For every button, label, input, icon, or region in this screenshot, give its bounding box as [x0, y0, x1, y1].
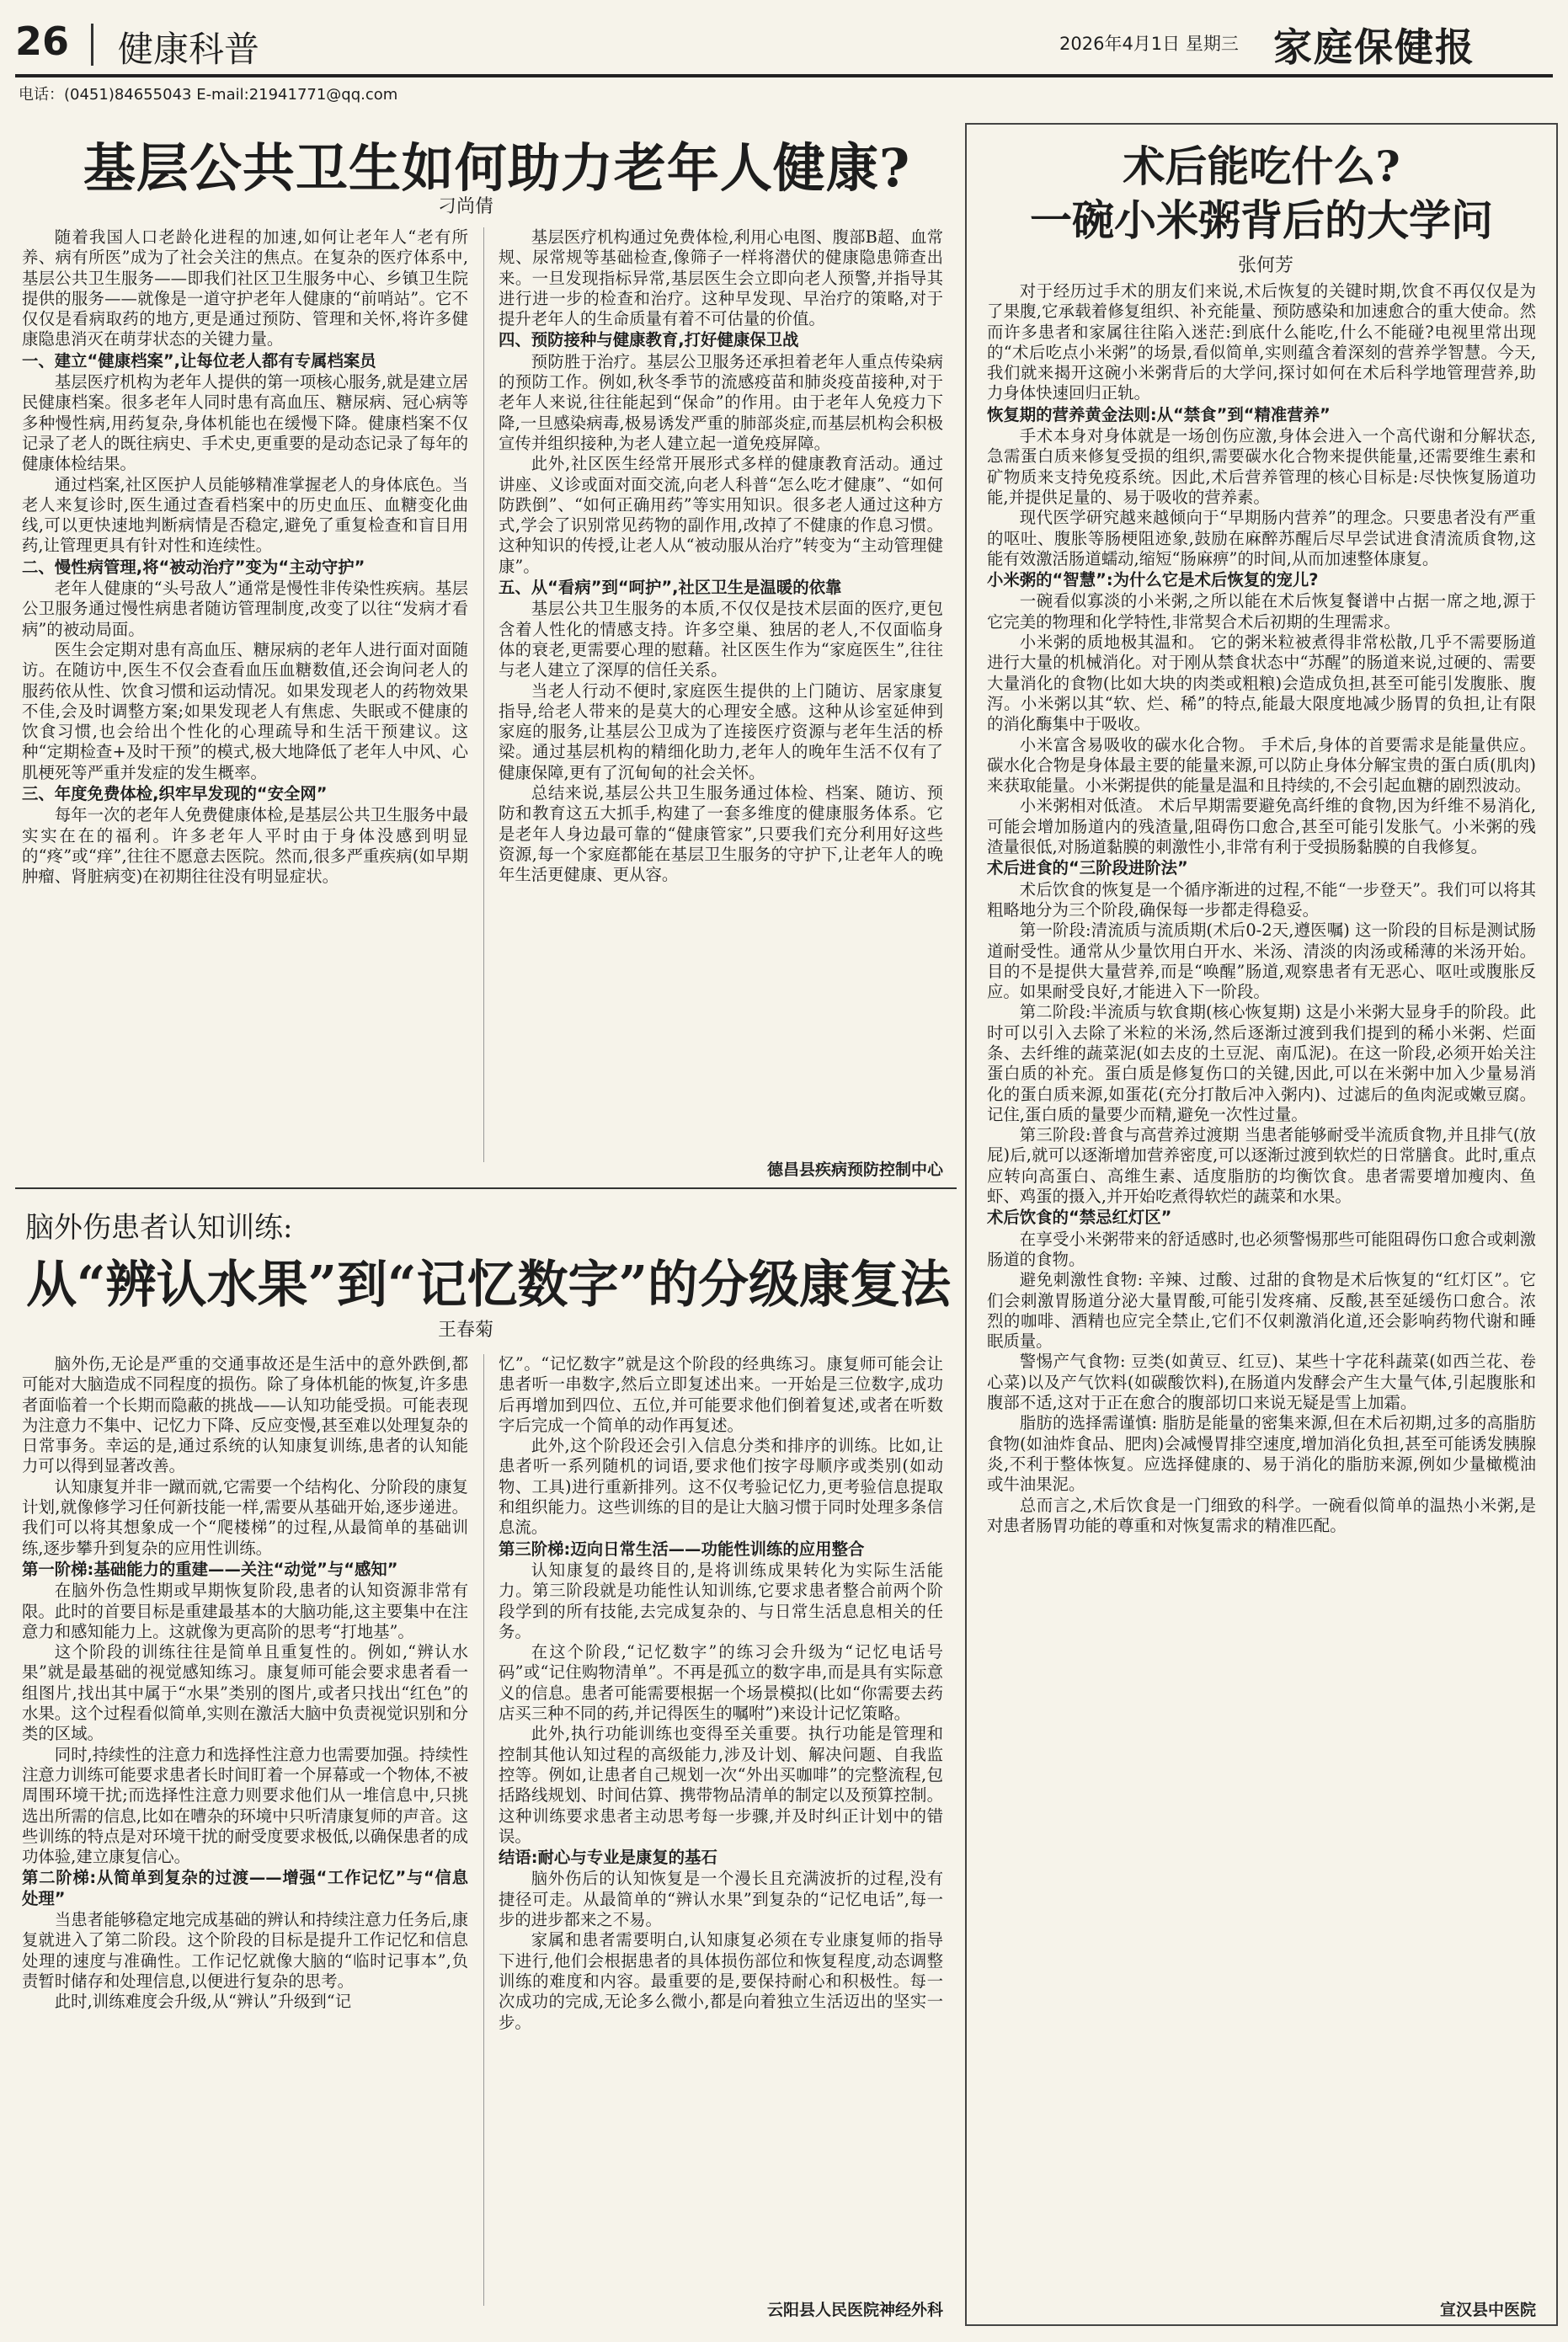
paragraph: 同时,持续性的注意力和选择性注意力也需要加强。持续性注意力训练可能要求患者长时间盯着一个屏幕或一个物体,不被周围环境干扰;而选择性注意力则要求他们从一堆信息中,只挑选出所需的信息,比如在嘈杂的环境中只听清康复师的声音。这些训练的特点是对环境干扰的耐受度要求极低,以确保患者的成功体验,建立康复信心。	[22, 1744, 468, 1867]
paragraph: 现代医学研究越来越倾向于“早期肠内营养”的理念。只要患者没有严重的呕吐、腹胀等肠梗阻迹象,鼓励在麻醉苏醒后尽早尝试进食清流质食物,这能有效激活肠道蠕动,缩短“肠麻痹”的时间,从而加速整体康复。	[987, 508, 1536, 568]
article1-column-1	[22, 227, 468, 888]
masthead-rule	[15, 74, 1553, 77]
paragraph: 这个阶段的训练往往是简单且重复性的。例如,“辨认水果”就是最基础的视觉感知练习。康复师可能会要求患者看一组图片,找出其中属于“水果”类别的图片,或者只找出“红色”的水果。这个过程看似简单,实则在激活大脑中负责视觉识别和分类的区域。	[22, 1642, 468, 1744]
contact-line: 电话：(0451)84655043 E-mail:21941771@qq.com	[19, 86, 398, 104]
paragraph: 基层公共卫生服务的本质,不仅仅是技术层面的医疗,更包含着人性化的情感支持。许多空巢、独居的老人,不仅面临身体的衰老,更需要心理的慰藉。社区医生作为“家庭医生”,往往与老人建立了深厚的信任关系。	[499, 599, 943, 680]
paragraph: 脂肪的选择需谨慎: 脂肪是能量的密集来源,但在术后初期,过多的高脂肪食物(如油炸食品、肥肉)会减慢胃排空速度,增加消化负担,甚至可能诱发胰腺炎,不利于整体恢复。应选择健康的、易于消化的脂肪来源,例如少量橄榄油或牛油果泥。	[987, 1413, 1536, 1495]
newspaper-name: 家庭保健报	[1273, 24, 1475, 70]
paragraph: 基层医疗机构通过免费体检,利用心电图、腹部B超、血常规、尿常规等基础检查,像筛子一样将潜伏的健康隐患筛查出来。一旦发现指标异常,基层医生会立即向老人预警,并指导其进行进一步的检查和治疗。这种早发现、早治疗的策略,对于提升老年人的生命质量有着不可估量的价值。	[499, 227, 943, 329]
article-divider	[15, 1187, 957, 1189]
subheading: 结语:耐心与专业是康复的基石	[499, 1848, 717, 1868]
paragraph: 第二阶段:半流质与软食期(核心恢复期) 这是小米粥大显身手的阶段。此时可以引入去除了米粒的米汤,然后逐渐过渡到我们提到的稀小米粥、烂面条、去纤维的蔬菜泥(如去皮的土豆泥、南瓜泥)。在这一阶段,必须开始关注蛋白质的补充。蛋白质是修复伤口的关键,因此,可以在米粥中加入少量易消化的蛋白质来源,如蛋花(充分打散后冲入粥内)、过滤后的鱼肉泥或嫩豆腐。记住,蛋白质的量要少而精,避免一次性过量。	[987, 1002, 1536, 1124]
paragraph: 术后饮食的恢复是一个循序渐进的过程,不能“一步登天”。我们可以将其粗略地分为三个阶段,确保每一步都走得稳妥。	[987, 879, 1536, 920]
paragraph: 脑外伤后的认知恢复是一个漫长且充满波折的过程,没有捷径可走。从最简单的“辨认水果”到复杂的“记忆电话”,每一步的进步都来之不易。	[499, 1869, 943, 1930]
article1-author: 刁尚倩	[438, 196, 494, 217]
paragraph: 医生会定期对患有高血压、糖尿病的老年人进行面对面随访。在随访中,医生不仅会查看血压血糖数值,还会询问老人的服药依从性、饮食习惯和运动情况。如果发现老人的药物效果不佳,会及时调整方案;如果发现老人有焦虑、失眠或不健康的饮食习惯,也会给出个性化的心理疏导和生活干预建议。这种“定期检查+及时干预”的模式,极大地降低了老年人中风、心肌梗死等严重并发症的发生概率。	[22, 639, 468, 782]
article3-author: 张何芳	[1238, 255, 1294, 276]
paragraph: 老年人健康的“头号敌人”通常是慢性非传染性疾病。基层公卫服务通过慢性病患者随访管理制度,改变了以往“发病才看病”的被动局面。	[22, 579, 468, 639]
paragraph: 警惕产气食物: 豆类(如黄豆、红豆)、某些十字花科蔬菜(如西兰花、卷心菜)以及产气饮料(如碳酸饮料),在肠道内发酵会产生大量气体,引起腹胀和腹部不适,这对于正在愈合的腹部切口来说无疑是雪上加霜。	[987, 1352, 1536, 1413]
article1-column-2	[499, 227, 943, 886]
paragraph: 预防胜于治疗。基层公卫服务还承担着老年人重点传染病的预防工作。例如,秋冬季节的流感疫苗和肺炎疫苗接种,对于老年人来说,往往能起到“保命”的作用。由于老年人免疫力下降,一旦感染病毒,极易诱发严重的肺部炎症,而基层机构会积极宣传并组织接种,为老人建立起一道免疫屏障。	[499, 351, 943, 453]
publication-date: 2026年4月1日 星期三	[1059, 34, 1239, 54]
paragraph: 小米粥相对低渣。 术后早期需要避免高纤维的食物,因为纤维不易消化,可能会增加肠道内的残渣量,阻碍伤口愈合,甚至可能引发胀气。小米粥的残渣量很低,对肠道黏膜的刺激性小,非常有利于受损肠黏膜的自我修复。	[987, 796, 1536, 857]
paragraph: 在享受小米粥带来的舒适感时,也必须警惕那些可能阻碍伤口愈合或刺激肠道的食物。	[987, 1229, 1536, 1269]
paragraph: 在这个阶段,“记忆数字”的练习会升级为“记忆电话号码”或“记住购物清单”。不再是孤立的数字串,而是具有实际意义的信息。患者可能需要根据一个场景模拟(比如“你需要去药店买三种不同的药,并记得医生的嘱咐”)来设计记忆策略。	[499, 1642, 943, 1724]
article3-credit: 宣汉县中医院	[1439, 2301, 1536, 2319]
masthead-vertical-rule	[91, 24, 93, 66]
subheading: 四、预防接种与健康教育,打好健康保卫战	[499, 330, 799, 350]
paragraph: 对于经历过手术的朋友们来说,术后恢复的关键时期,饮食不再仅仅是为了果腹,它承载着修复组织、补充能量、预防感染和加速愈合的重大使命。然而许多患者和家属往往陷入迷茫:到底什么能吃,什么不能碰?电视里常出现的“术后吃点小米粥”的场景,看似简单,实则蕴含着深刻的营养学智慧。今天,我们就来揭开这碗小米粥背后的大学问,探讨如何在术后科学地管理营养,助力身体快速回归正轨。	[987, 281, 1536, 403]
paragraph: 手术本身对身体就是一场创伤应激,身体会进入一个高代谢和分解状态,急需蛋白质来修复受损的组织,需要碳水化合物来提供能量,还需要维生素和矿物质来支持免疫系统。因此,术后营养管理的核心目标是:尽快恢复肠道功能,并提供足量的、易于吸收的营养素。	[987, 426, 1536, 507]
article2-column-2	[499, 1354, 943, 2033]
article1-title: 基层公共卫生如何助力老年人健康?	[83, 137, 911, 199]
paragraph: 当老人行动不便时,家庭医生提供的上门随访、居家康复指导,给老人带来的是莫大的心理安全感。这种从诊室延伸到家庭的服务,让基层公卫成为了连接医疗资源与老年生活的桥梁。通过基层机构的精细化助力,老年人的晚年生活不仅有了健康保障,更有了沉甸甸的社会关怀。	[499, 680, 943, 782]
paragraph: 每年一次的老年人免费健康体检,是基层公共卫生服务中最实实在在的福利。许多老年人平时由于身体没感到明显的“疼”或“痒”,往往不愿意去医院。然而,很多严重疾病(如早期肿瘤、肾脏病变)在初期往往没有明显症状。	[22, 805, 468, 887]
subheading: 五、从“看病”到“呵护”,社区卫生是温暖的依靠	[499, 578, 842, 598]
subheading: 第三阶梯:迈向日常生活——功能性训练的应用整合	[499, 1539, 865, 1559]
paragraph: 此时,训练难度会升级,从“辨认”升级到“记	[54, 1992, 352, 2012]
paragraph: 通过档案,社区医护人员能够精准掌握老人的身体底色。当老人来复诊时,医生通过查看档案中的历史血压、血糖变化曲线,可以更快速地判断病情是否稳定,避免了重复检查和盲目用药,让管理更具有针对性和连续性。	[22, 474, 468, 556]
column-rule	[483, 1354, 484, 2306]
article1-credit: 德昌县疾病预防控制中心	[766, 1160, 943, 1179]
article3-title-line2: 一碗小米粥背后的大学问	[1030, 195, 1493, 245]
paragraph: 小米富含易吸收的碳水化合物。 手术后,身体的首要需求是能量供应。碳水化合物是身体最主要的能量来源,可以防止身体分解宝贵的蛋白质(肌肉)来获取能量。小米粥提供的能量是温和且持续的,不会引起血糖的剧烈波动。	[987, 734, 1536, 796]
article2-column-1	[22, 1354, 468, 2013]
article3-title-line1: 术后能吃什么?	[1123, 141, 1400, 191]
article2-author: 王春菊	[438, 1320, 494, 1341]
subheading: 一、建立“健康档案”,让每位老人都有专属档案员	[22, 350, 376, 371]
paragraph: 基层医疗机构为老年人提供的第一项核心服务,就是建立居民健康档案。很多老年人同时患有高血压、糖尿病、冠心病等多种慢性病,用药复杂,身体机能也在缓慢下降。健康档案不仅记录了老人的既往病史、手术史,更重要的是动态记录了每年的健康体检结果。	[22, 372, 468, 474]
column-rule	[483, 227, 484, 1162]
subheading: 恢复期的营养黄金法则:从“禁食”到“精准营养”	[987, 404, 1331, 424]
article2-kicker: 脑外伤患者认知训练:	[25, 1211, 293, 1245]
subheading: 三、年度免费体检,织牢早发现的“安全网”	[22, 784, 328, 804]
paragraph: 第三阶段:普食与高营养过渡期 当患者能够耐受半流质食物,并且排气(放屁)后,就可以逐渐增加营养密度,可以逐渐过渡到软烂的日常膳食。此时,重点应转向高蛋白、高维生素、适度脂肪的均衡饮食。患者需要增加瘦肉、鱼虾、鸡蛋的摄入,并开始吃煮得软烂的蔬菜和水果。	[987, 1125, 1536, 1207]
paragraph: 第一阶段:清流质与流质期(术后0-2天,遵医嘱) 这一阶段的目标是测试肠道耐受性。通常从少量饮用白开水、米汤、清淡的肉汤或稀薄的米汤开始。目的不是提供大量营养,而是“唤醒”肠道,观察患者有无恶心、呕吐或腹胀反应。如果耐受良好,才能进入下一阶段。	[987, 920, 1536, 1002]
subheading: 小米粥的“智慧”:为什么它是术后恢复的宠儿?	[987, 570, 1319, 590]
paragraph: 认知康复的最终目的,是将训练成果转化为实际生活能力。第三阶段就是功能性认知训练,它要求患者整合前两个阶段学到的所有技能,去完成复杂的、与日常生活息息相关的任务。	[499, 1560, 943, 1641]
paragraph: 小米粥的质地极其温和。 它的粥米粒被煮得非常松散,几乎不需要肠道进行大量的机械消化。对于刚从禁食状态中“苏醒”的肠道来说,过硬的、需要大量消化的食物(比如大块的肉类或粗粮)会造成负担,甚至可能引发腹胀、腹泻。小米粥以其“软、烂、稀”的特点,能最大限度地减少肠胃的负担,让有限的消化酶集中于吸收。	[987, 632, 1536, 734]
article2-title: 从“辨认水果”到“记忆数字”的分级康复法	[25, 1256, 952, 1315]
article2-credit: 云阳县人民医院神经外科	[766, 2301, 943, 2319]
paragraph: 此外,执行功能训练也变得至关重要。执行功能是管理和控制其他认知过程的高级能力,涉及计划、解决问题、自我监控等。例如,让患者自己规划一次“外出买咖啡”的完整流程,包括路线规划、时间估算、携带物品清单的制定以及预算控制。这种训练要求患者主动思考每一步骤,并及时纠正计划中的错误。	[499, 1724, 943, 1846]
section-title: 健康科普	[118, 29, 260, 70]
subheading: 术后饮食的“禁忌红灯区”	[987, 1208, 1172, 1228]
paragraph: 认知康复并非一蹴而就,它需要一个结构化、分阶段的康复计划,就像修学习任何新技能一样,需要从基础开始,逐步递进。我们可以将其想象成一个“爬楼梯”的过程,从最简单的基础训练,逐步攀升到复杂的应用性训练。	[22, 1476, 468, 1558]
paragraph: 脑外伤,无论是严重的交通事故还是生活中的意外跌倒,都可能对大脑造成不同程度的损伤。除了身体机能的恢复,许多患者面临着一个长期而隐蔽的挑战——认知功能受损。可能表现为注意力不集中、记忆力下降、反应变慢,甚至难以处理复杂的日常事务。幸运的是,通过系统的认知康复训练,患者的认知能力可以得到显著改善。	[22, 1354, 468, 1476]
paragraph: 避免刺激性食物: 辛辣、过酸、过甜的食物是术后恢复的“红灯区”。它们会刺激胃肠道分泌大量胃酸,可能引发疼痛、反酸,甚至延缓伤口愈合。浓烈的咖啡、酒精也应完全禁止,它们不仅刺激消化道,还会影响药物代谢和睡眠质量。	[987, 1270, 1536, 1352]
subheading: 术后进食的“三阶段进阶法”	[987, 858, 1188, 878]
subheading: 第二阶梯:从简单到复杂的过渡——增强“工作记忆”与“信息处理”	[22, 1868, 468, 1908]
article3-body	[987, 281, 1536, 1536]
paragraph: 忆”。“记忆数字”就是这个阶段的经典练习。康复师可能会让患者听一串数字,然后立即复述出来。一开始是三位数字,成功后再增加到四位、五位,并可能要求他们倒着复述,或者在听数字后完成一个简单的动作再复述。	[499, 1354, 943, 1435]
paragraph: 家属和患者需要明白,认知康复必须在专业康复师的指导下进行,他们会根据患者的具体损伤部位和恢复程度,动态调整训练的难度和内容。最重要的是,要保持耐心和积极性。每一次成功的完成,无论多么微小,都是向着独立生活迈出的坚实一步。	[499, 1930, 943, 2032]
paragraph: 在脑外伤急性期或早期恢复阶段,患者的认知资源非常有限。此时的首要目标是重建最基本的大脑功能,这主要集中在注意力和感知能力上。这就像为更高阶的思考“打地基”。	[22, 1581, 468, 1641]
subheading: 第一阶梯:基础能力的重建——关注“动觉”与“感知”	[22, 1559, 398, 1579]
paragraph: 此外,这个阶段还会引入信息分类和排序的训练。比如,让患者听一系列随机的词语,要求他们按字母顺序或类别(如动物、工具)进行重新排列。这不仅考验记忆力,更考验信息提取和组织能力。这些训练的目的是让大脑习惯于同时处理多条信息流。	[499, 1436, 943, 1538]
paragraph: 总而言之,术后饮食是一门细致的科学。一碗看似简单的温热小米粥,是对患者肠胃功能的尊重和对恢复需求的精准匹配。	[987, 1495, 1536, 1535]
subheading: 二、慢性病管理,将“被动治疗”变为“主动守护”	[22, 557, 365, 577]
paragraph: 随着我国人口老龄化进程的加速,如何让老年人“老有所养、病有所医”成为了社会关注的焦点。在复杂的医疗体系中,基层公共卫生服务——即我们社区卫生服务中心、乡镇卫生院提供的服务——就像是一道守护老年人健康的“前哨站”。它不仅仅是看病取药的地方,更是通过预防、管理和关怀,将许多健康隐患消灭在萌芽状态的关键力量。	[22, 227, 468, 349]
paragraph: 总结来说,基层公共卫生服务通过体检、档案、随访、预防和教育这五大抓手,构建了一套多维度的健康服务体系。它是老年人身边最可靠的“健康管家”,只要我们充分利用好这些资源,每一个家庭都能在基层卫生服务的守护下,让老年人的晚年生活更健康、更从容。	[499, 783, 943, 885]
paragraph: 此外,社区医生经常开展形式多样的健康教育活动。通过讲座、义诊或面对面交流,向老人科普“怎么吃才健康”、“如何防跌倒”、“如何正确用药”等实用知识。很多老人通过这种方式,学会了识别常见药物的副作用,改掉了不健康的作息习惯。这种知识的传授,让老人从“被动服从治疗”转变为“主动管理健康”。	[499, 454, 943, 576]
page-number: 26	[15, 19, 70, 64]
paragraph: 一碗看似寡淡的小米粥,之所以能在术后恢复餐谱中占据一席之地,源于它完美的物理和化学特性,非常契合术后初期的生理需求。	[987, 591, 1536, 632]
paragraph: 当患者能够稳定地完成基础的辨认和持续注意力任务后,康复就进入了第二阶段。这个阶段的目标是提升工作记忆和信息处理的速度与准确性。工作记忆就像大脑的“临时记事本”,负责暂时储存和处理信息,以便进行复杂的思考。	[22, 1910, 468, 1991]
